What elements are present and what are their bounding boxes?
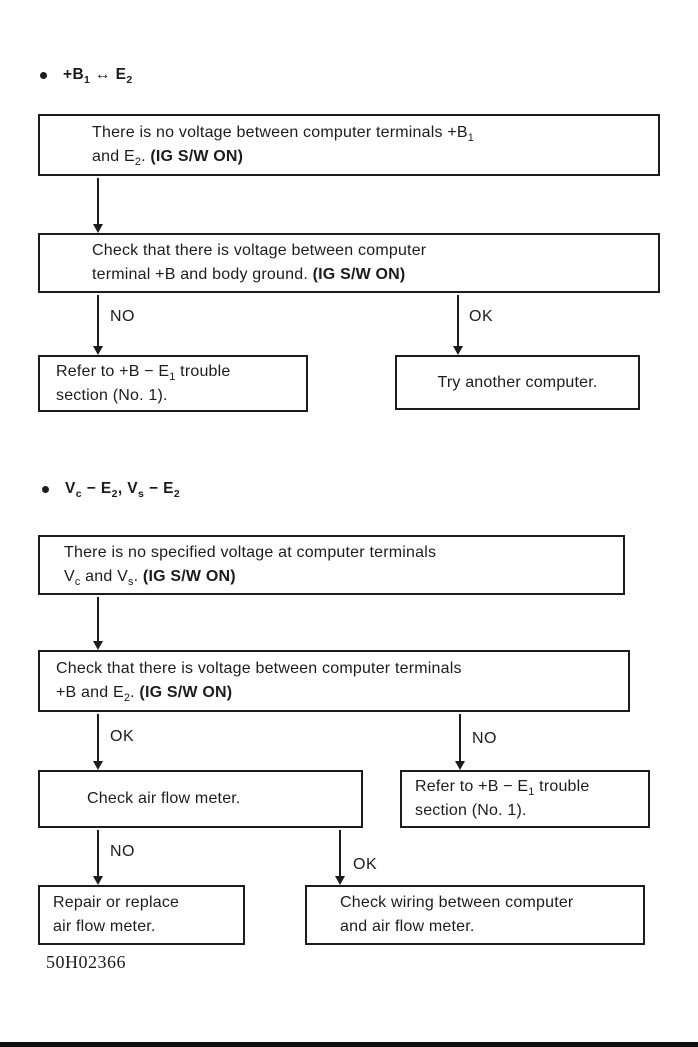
flow-box-text: Check that there is voltage between computer terminals +B and $E_2$. (IG S/W ON) [56,660,462,705]
flow-box-text: Try another computer. [437,373,598,391]
branch-label-no: NO [110,308,135,325]
branch-label-no: NO [110,843,135,860]
connector-branch-no-2 [459,714,461,761]
connector-down-1 [97,178,99,224]
document-code: 50H02366 [46,952,126,972]
page-bottom-edge [0,1042,698,1047]
section-title-text: $V_c - E_2$, $V_s - E_2$ [65,480,181,501]
branch-label-ok: OK [469,308,494,325]
connector-branch-ok-3 [339,830,341,876]
connector-branch-no-1 [97,295,99,346]
connector-branch-ok-1 [457,295,459,346]
flow-box-problem-b1-e2 [38,114,660,176]
flow-box-text: Check wiring between computer and air flow meter. [340,894,574,935]
flow-box-text: Repair or replace air flow meter. [53,894,180,935]
flow-box-problem-vc-vs [38,535,625,595]
arrow-down-icon [93,761,103,770]
flow-box-try-another-computer [395,355,640,410]
flow-box-check-air-flow-meter [38,770,363,828]
branch-label-no: NO [472,730,497,747]
bullet-icon [40,72,47,79]
flow-box-text: Check that there is voltage between computer terminal +B and body ground. (IG S/W ON) [92,242,427,283]
flow-box-refer-trouble-1 [38,355,308,412]
section-title-text: $+B_1$ ↔ $E_2$ [63,66,133,87]
arrow-down-icon [93,876,103,885]
arrow-down-icon [93,346,103,355]
connector-branch-ok-2 [97,714,99,761]
flow-box-text: There is no specified voltage at computer terminals $V_c$ and $V_s$. (IG S/W ON) [64,544,437,589]
connector-down-2 [97,597,99,641]
flow-box-text: Refer to $+B - E_1$ trouble section (No. 1). [415,778,590,819]
flow-box-text: There is no voltage between computer terminals $+B_1$ and $E_2$. (IG S/W ON) [92,124,475,169]
flow-box-refer-trouble-2 [400,770,650,828]
flow-box-check-b-e2 [38,650,630,712]
arrow-down-icon [335,876,345,885]
arrow-down-icon [93,641,103,650]
flow-box-check-wiring [305,885,645,945]
section-title-vc-vs [42,480,181,501]
branch-label-ok: OK [110,728,135,745]
flow-box-repair-air-flow-meter [38,885,245,945]
arrow-down-icon [453,346,463,355]
arrow-down-icon [93,224,103,233]
flow-box-text: Check air flow meter. [87,790,241,807]
flow-box-check-b-ground [38,233,660,293]
section-title-b1-e2 [40,66,133,87]
branch-label-ok: OK [353,856,378,873]
arrow-down-icon [455,761,465,770]
flow-box-text: Refer to $+B - E_1$ trouble section (No. 1). [56,362,231,404]
bullet-icon [42,486,49,493]
connector-branch-no-3 [97,830,99,876]
